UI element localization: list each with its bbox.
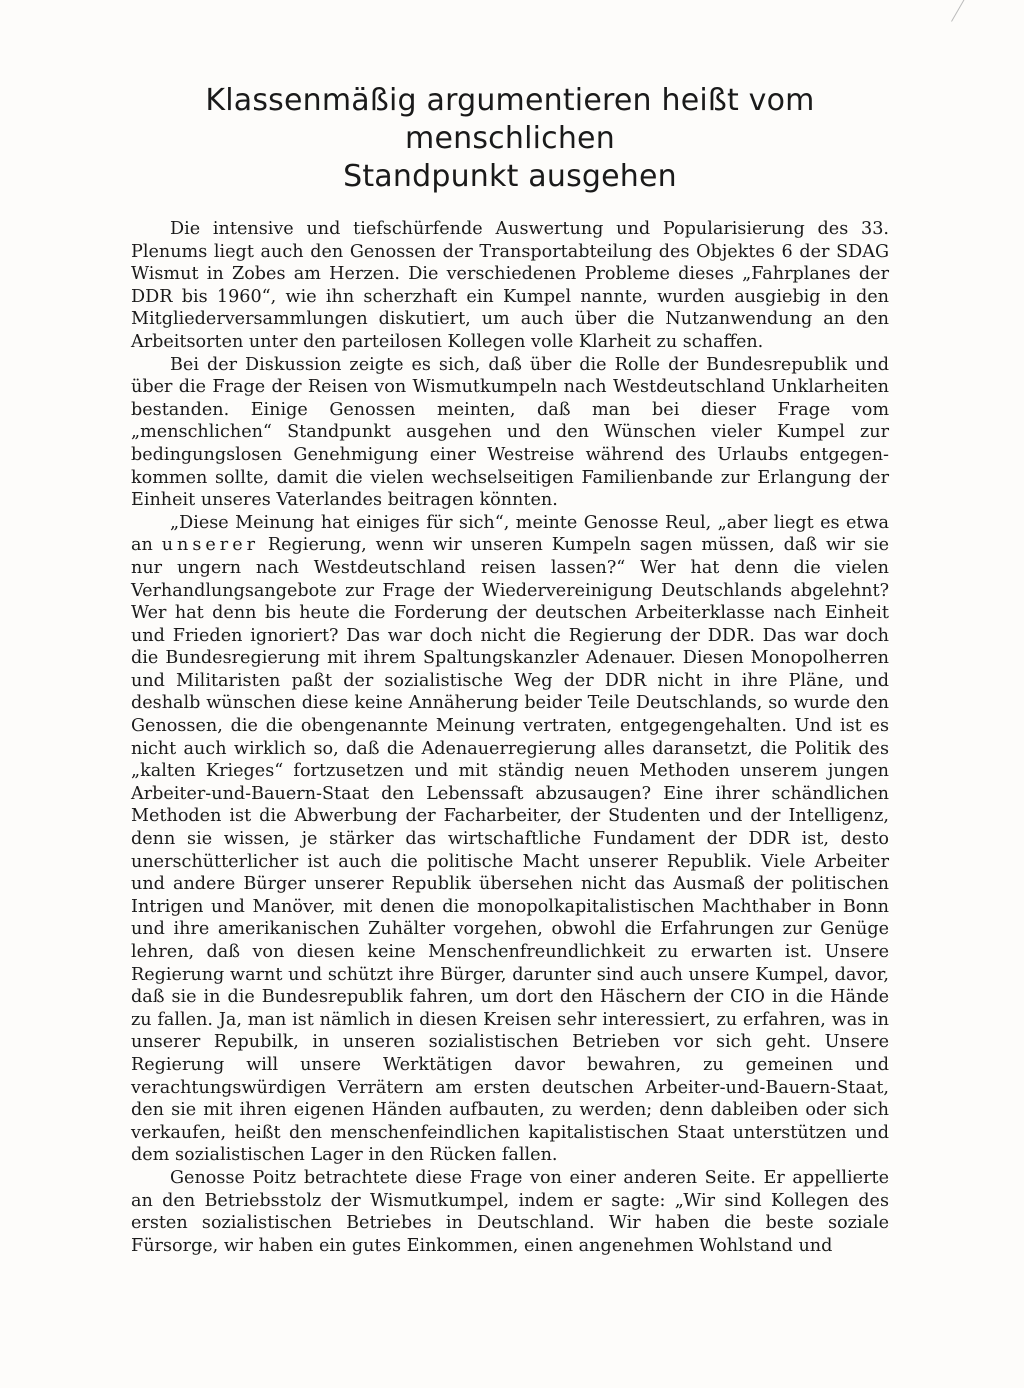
paragraph-3 [131, 512, 889, 1167]
paragraph-3-start: „Diese Meinung hat einiges für sich“, meinte Genosse Reul, „aber liegt es etwa an [131, 512, 889, 556]
title-line-1: Klassenmäßig argumentieren heißt vom menschlichen [205, 83, 815, 156]
paragraph-4: Genosse Poitz betrachtete diese Frage von einer anderen Seite. Er appellierte an den Betriebsstolz der Wismutkumpel, indem er sagte: „Wir sind Kollegen des ersten sozialistischen Betriebes in Deutschland. Wir haben die beste soziale Fürsorge, wir haben ein gutes Einkommen, einen angenehmen Wohlstand und [131, 1167, 889, 1256]
paragraph-1: Die intensive und tiefschürfende Auswertung und Popularisierung des 33. Plenums liegt auch den Genossen der Transportabteilung des Objektes 6 der SDAG Wismut in Zobes am Herzen. Die verschiedenen Probleme dieses „Fahrplanes der DDR bis 1960“, wie ihn scherzhaft ein Kumpel nannte, wurden ausgiebig in den Mitgliederversammlungen diskutiert, um auch über die Nutzanwendung an den Arbeitsorten unter den parteilosen Kollegen volle Klarheit zu schaffen. [131, 219, 889, 352]
article-title [131, 82, 889, 196]
emphasized-word: unserer [161, 535, 260, 556]
scan-mark [951, 0, 967, 22]
title-line-2: Standpunkt ausgehen [343, 159, 677, 194]
article-body [131, 218, 889, 1257]
paragraph-3-rest: Regierung, wenn wir unseren Kumpeln sagen müssen, daß wir sie nur ungern nach Westdeutschland reisen lassen?“ Wer hat denn die vielen Verhandlungsangebote zur Frage der Wiedervereinigung Deutschlands abgelehnt? Wer hat denn bis heute die Forderung der deutschen Arbeiterklasse nach Einheit und Frieden ignoriert? Das war doch nicht die Regierung der DDR. Das war doch die Bundesregierung mit ihrem Spaltungskanzler Adenauer. Diesen Monopolherren und Militaristen paßt der sozialistische Weg der DDR nicht in ihre Pläne, und deshalb wünschen diese keine Annäherung beider Teile Deutschlands, so wurde den Genossen, die die obengenannte Meinung vertraten, entgegengehalten. Und ist es nicht auch wirklich so, daß die Adenauerregierung alles daransetzt, die Politik des „kalten Krieges“ fortzusetzen und mit ständig neuen Methoden unserem jungen Arbeiter-und-Bauern-Staat den Lebenssaft abzusaugen? Eine ihrer schändlichen Methoden ist die Abwerbung der Facharbeiter, der Studenten und der Intelligenz, denn sie wissen, je stärker das wirtschaftliche Fundament der DDR ist, desto unerschütterlicher ist auch die politische Macht unserer Republik. Viele Arbeiter und andere Bürger unserer Republik übersehen nicht das Ausmaß der politischen Intrigen und Manöver, mit denen die monopolkapitalistischen Machthaber in Bonn und ihre amerikanischen Zuhälter vorgehen, obwohl die Erfahrungen zur Genüge lehren, daß von diesen keine Menschenfreundlichkeit zu erwarten ist. Unsere Regierung warnt und schützt ihre Bürger, darunter sind auch unsere Kumpel, davor, daß sie in die Bundesrepublik fahren, um dort den Häschern der CIO in die Hände zu fallen. Ja, man ist nämlich in diesen Kreisen sehr interessiert, zu erfahren, was in unserer Repubilk, in unseren sozialistischen Betrieben vor sich geht. Unsere Regierung will unsere Werktätigen davor bewahren, zu gemeinen und verachtungswürdigen Verrätern am ersten deutschen Arbeiter-und-Bauern-Staat, den sie mit ihren eigenen Händen aufbauten, zu werden; denn dableiben oder sich verkaufen, heißt den menschenfeindlichen kapitalistischen Staat unterstützen und dem sozialistischen Lager in den Rücken fallen. [131, 535, 889, 1166]
document-page [131, 82, 889, 1257]
paragraph-2: Bei der Diskussion zeigte es sich, daß über die Rolle der Bundesrepublik und über die Frage der Reisen von Wismutkumpeln nach Westdeutschland Unklarheiten bestanden. Einige Genossen meinten, daß man bei dieser Frage vom „menschlichen“ Standpunkt ausgehen und den Wünschen vieler Kumpel zur bedingungslosen Genehmigung einer Westreise während des Urlaubs entgegenkommen sollte, damit die vielen wechselseitigen Familienbande zur Erlangung der Einheit unseres Vaterlandes beitragen könnten. [131, 354, 889, 511]
